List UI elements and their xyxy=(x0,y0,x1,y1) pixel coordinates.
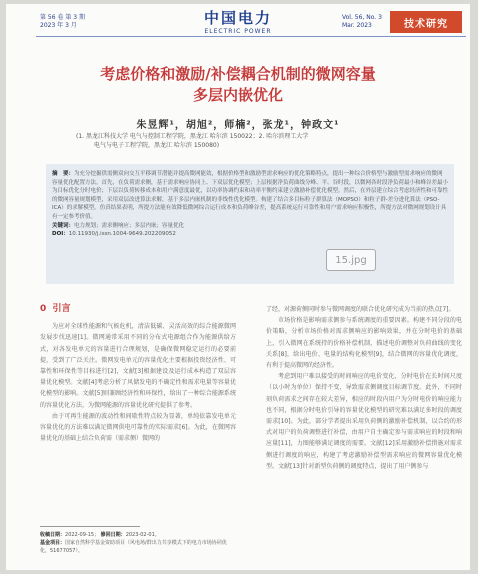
abstract-text: 为充分挖掘供需侧双向交互平移调节潜能并提高微网能效，根据价格型和激励型需求响应的优化策略特点，提出一种综合价格型与激励型需求响应的微网容量优化配置方法。首先，在负荷需求侧，基于需求响应协同上、下双层优化模型；上层根据净负荷曲线分峰、平、谷时段，以微网各时段净负荷最小和峰谷差最小为目标优化分时电价；下层以负荷转移成本和用户满意度最优，以功率协调约束和功率平衡约束建立激励补偿优化模型。然后，在外层建立综合考虑经济性和可靠性的微网容量规划模型，采用双层改进算法求解，基于多层内嵌机制的非线性优化模型。构建了结合多目标粒子群算法（MOPSO）和粒子群-差分进化算法（PSO-ICA）的求解模型。仿真结果表明，所提方法能有效降低微网综合运行成本和负荷峰谷差，提高系统运行可靠性和用户需求响应积极性，所提方法对微网规划设计具有一定参考价值。 xyxy=(52,171,449,220)
section-number: 0 xyxy=(40,304,47,314)
fund-label: 基金项目： xyxy=(40,540,66,546)
journal-title-en: ELECTRIC POWER xyxy=(204,28,272,35)
journal-page xyxy=(6,4,470,570)
title-line-2: 多层内嵌优化 xyxy=(192,86,283,104)
header-volume-en xyxy=(342,14,382,30)
footnote-divider xyxy=(40,526,140,527)
paragraph: 考虑到用户难以接受的时间响应的电价变化，分时电价在长时间尺度（以小时为单位）保持不变，导致需求侧调度目标调节度。此外，不同时刻负荷需求之间存在较大差异，相应的时段内用户为分时电价的响应能力也不同，根据分时电价引导的容量优化模型的研究难以满足多时段的调度需求[10]。为此，部分学者提出采用负荷侧的激励补偿机制，以合约的形式对用户的负荷调整进行补偿，由用户自主确定参与需求响应的时段和响应量[11]，力图能够满足调度的需要。文献[12]采用激励补偿措施对需求侧进行调度的响应，构建了考虑激励补偿型需求响应的微网容量优化模型。文献[13]针对新型负荷侧的调度特点，提出了用户侧参与 xyxy=(266,373,462,470)
footnote-fund xyxy=(40,539,236,555)
journal-title-cn: 中国电力 xyxy=(203,9,272,27)
revised-date: 2023-02-01。 xyxy=(125,532,160,538)
volume-cn: 第 56 卷 第 3 期 xyxy=(40,14,85,21)
received-label: 收稿日期： xyxy=(40,532,66,538)
affiliation-line-1: (1. 黑龙江科技大学 电气与控制工程学院，黑龙江 哈尔滨 150022；2. 哈尔滨理工大学 xyxy=(76,133,309,140)
volume-en: Vol. 56, No. 3 xyxy=(342,14,382,21)
doi-label: DOI： xyxy=(52,231,69,238)
paragraph: 为应对全球性能源和气候危机，清洁低碳、灵活高效的综合能源微网发展步伐迅速[1]。微网通常采用不同的分布式电源组合作为能源供给方式，对各发电单元的容量进行合理规划，是确保微网稳定运行的必要前提，受到了广泛关注。微网发电单元的容量优化主要根据投资经济性、可靠性和环保性等目标进行[2]，文献[3]根据建设及运行成本构造了双层容量优化模型。文献[4]考虑分析了风储发电的不确定性和需求电量等容量优化模型的影响。文献[5]则兼顾经济性和环保性，给出了一种综合能源系统的容量优化方法，为微网能源的容量优化研究提供了参考。 xyxy=(40,323,236,409)
keywords-text: 电力规划；需求侧响应；多层内嵌；容量优化 xyxy=(74,222,185,229)
paragraph: 市场价格是影响需求侧参与系统调度的重要因素。构建不同分段的电价策略，分析市场价格对需求侧响应的影响效果，并在分时电价的基础上，引入微网在系统持的价格补偿机制，描述电价调整对负荷曲线的变化关系[8]，给出电价、电量的结构化模型[9]，结合微网的容量优化调度，有利于提高微网的经济性。 xyxy=(266,317,462,370)
received-date: 2022-09-15； xyxy=(65,532,100,538)
date-en: Mar. 2023 xyxy=(342,22,372,29)
abstract-box xyxy=(46,164,454,284)
section-title: 引言 xyxy=(52,304,71,314)
footnote xyxy=(40,531,236,555)
image-filename-watermark: 15.jpg xyxy=(326,249,376,271)
left-column xyxy=(40,304,236,444)
title-line-1: 考虑价格和激励/补偿耦合机制的微网容量 xyxy=(100,65,376,83)
doi-text: 10.11930/j.issn.1004-9649.202209052 xyxy=(68,231,176,238)
affiliations xyxy=(76,132,416,150)
section-heading xyxy=(40,304,236,315)
abstract-label: 摘 要： xyxy=(52,171,75,177)
paragraph: 由于可再生能源的波动性和间歇性特点较为显著，单纯依靠发电单元容量优化的方法难以满足微网供电可靠性的实际需求[6]。为此，在微网容量优化的基础上结合负荷需（需求侧）微网的 xyxy=(40,412,236,443)
keywords-label: 关键词： xyxy=(52,222,75,229)
revised-label: 修回日期： xyxy=(100,532,126,538)
date-cn: 2023 年 3 月 xyxy=(40,22,77,29)
section-badge: 技术研究 xyxy=(390,11,462,33)
right-column xyxy=(266,304,462,472)
paragraph: 了经，对源荷侧同时参与微网调度的联合优化研究成为当前的热点[7]。 xyxy=(266,306,455,313)
affiliation-line-2: 电气与电子工程学院，黑龙江 哈尔滨 150080) xyxy=(94,142,220,149)
paper-title xyxy=(6,64,470,106)
fund-text: 国家自然科学基金资助项目（风电场/群出力共享模式下的电力市场协同优化，51677057）。 xyxy=(40,540,227,554)
abstract-body xyxy=(52,170,448,239)
footnote-dates xyxy=(40,531,236,539)
author-list: 朱昱辉¹，胡旭²，师楠²，张龙¹，钟政文¹ xyxy=(136,120,340,131)
header-divider xyxy=(36,36,466,37)
